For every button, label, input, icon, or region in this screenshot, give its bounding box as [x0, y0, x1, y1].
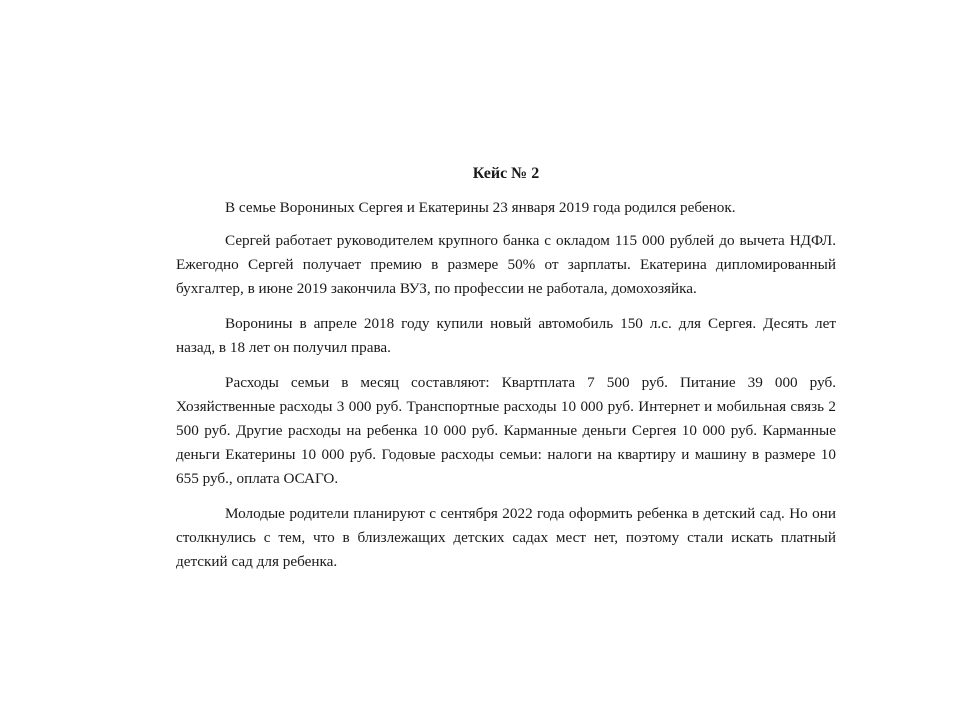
paragraph-kindergarten: Молодые родители планируют с сентября 2022 года оформить ребенка в детский сад. Но они столкнулись с тем, что в близлежащих детских садах мест нет, поэтому стали искать платный детский сад для ребенка.: [176, 505, 836, 570]
document-title: Кейс № 2: [472, 165, 540, 182]
paragraph-employment: Сергей работает руководителем крупного банка с окладом 115 000 рублей до вычета НДФЛ. Ежегодно Сергей получает премию в размере 50% от зарплаты. Екатерина дипломированный бухгалтер, в июне 2019 закончила ВУЗ, по профессии не работала, домохозяйка.: [176, 232, 836, 297]
paragraph-expenses: Расходы семьи в месяц составляют: Квартплата 7 500 руб. Питание 39 000 руб. Хозяйственные расходы 3 000 руб. Транспортные расходы 10 000 руб. Интернет и мобильная связь 2 500 руб. Другие расходы на ребенка 10 000 руб. Карманные деньги Сергея 10 000 руб. Карманные деньги Екатерины 10 000 руб. Годовые расходы семьи: налоги на квартиру и машину в размере 10 655 руб., оплата ОСАГО.: [176, 374, 836, 487]
document-page: [176, 162, 836, 585]
paragraph-birth: В семье Ворониных Сергея и Екатерины 23 января 2019 года родился ребенок.: [225, 199, 736, 216]
paragraph-car: Воронины в апреле 2018 году купили новый автомобиль 150 л.с. для Сергея. Десять лет назад, в 18 лет он получил права.: [176, 315, 836, 356]
